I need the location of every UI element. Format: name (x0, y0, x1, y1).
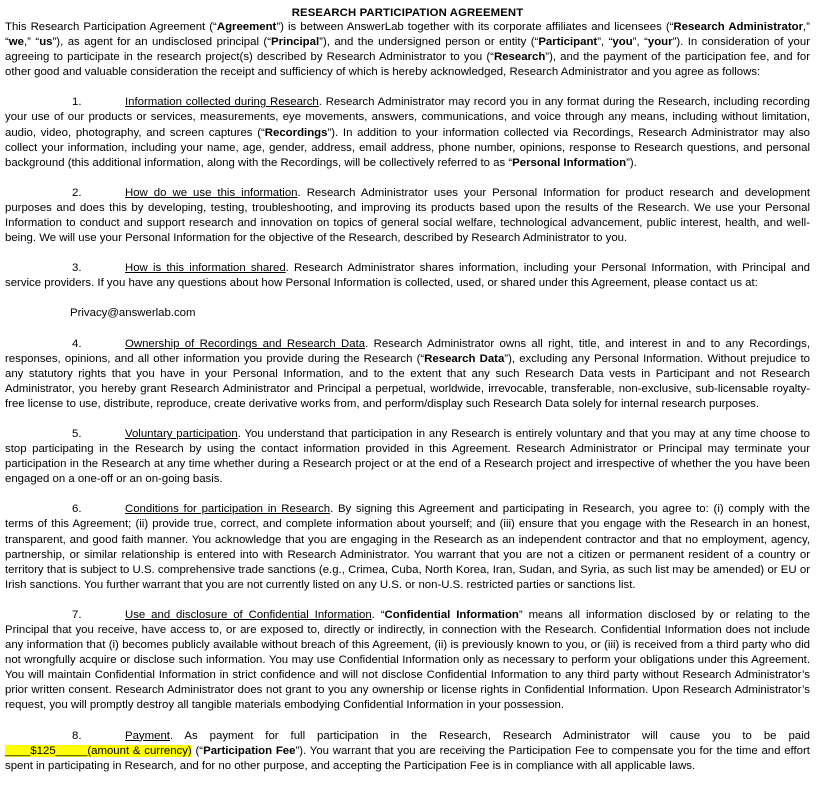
spacer (5, 487, 810, 502)
section-1-text-1: . Research Administrator may record you in any format during the Research, including recording your use of our products or services, measurements, eye movements, answers, communications, and voice through any means, including without limitation, audio, video, photography, and screen captures (“ (5, 96, 810, 139)
section-3-text-1: . Research Administrator shares information, including your Personal Information, with Principal and service providers. If you have any questions about how Personal Information is collected, used, or shared under this Agreement, please contact us at: (5, 262, 810, 290)
spacer (5, 291, 810, 306)
term-research: Research (493, 51, 546, 64)
section-6-heading: Conditions for participation in Research (125, 503, 331, 516)
contact-email[interactable]: Privacy@answerlab.com (70, 307, 196, 320)
intro-text-1: This Research Participation Agreement (“ (5, 21, 217, 33)
section-1-number: 1. (72, 96, 82, 109)
term-agreement: Agreement (216, 21, 277, 33)
intro-text-4: ,” “ (24, 36, 40, 49)
intro-paragraph (5, 20, 810, 80)
section-6-number: 6. (72, 503, 82, 516)
spacer (5, 171, 810, 186)
section-8-text-1: . As payment for full participation in the Research, Research Administrator will cause you to be paid (169, 729, 810, 742)
section-8-text-2: (“ (191, 744, 204, 757)
section-1-heading: Information collected during Research (125, 96, 319, 109)
term-principal: Principal (271, 36, 320, 49)
section-2 (5, 186, 810, 246)
section-3-number: 3. (72, 262, 82, 275)
section-4-text-1: . Research Administrator owns all right, title, and interest in and to any Recordings, responses, opinions, and all other information you provide during the Research (“ (5, 337, 810, 365)
section-5-heading: Voluntary participation (125, 427, 238, 440)
term-you: you (612, 36, 633, 49)
section-6 (5, 502, 810, 593)
section-2-text-1: . Research Administrator uses your Personal Information for product research and development purposes and does this by developing, testing, troubleshooting, and improving its products based upon the results of the Research. We use your Personal Information to conduct and support research and innovation on topics of general social welfare, technological advancement, public interest, health, and well-being. We will use your Personal Information for the objective of the Research, described by Research Administrator to you. (5, 186, 810, 245)
section-8-heading: Payment (125, 729, 170, 742)
intro-text-8: ”, “ (632, 36, 648, 49)
term-personal-information: Personal Information (512, 156, 627, 169)
term-recordings: Recordings (264, 126, 328, 139)
section-1-text-3: ”). (626, 156, 637, 169)
term-research-administrator: Research Administrator (673, 21, 804, 33)
intro-text-7: ”, “ (597, 36, 613, 49)
section-8-number: 8. (72, 729, 82, 742)
section-1-text-2: ”). In addition to your information collected via Recordings, Research Administrator may also collect your information, including your name, age, gender, address, email address, phone number, opinions, response to Research questions, and personal background (this additional information, along with the Recordings, will be collectively referred to as “ (5, 126, 810, 169)
section-5-number: 5. (72, 427, 82, 440)
section-2-heading: How do we use this information (125, 186, 298, 199)
section-1 (5, 95, 810, 170)
section-2-number: 2. (72, 186, 82, 199)
intro-text-9: ”). In consideration of your agreeing to participate in the research project(s) described by Research Administrator to you (“ (5, 36, 811, 64)
section-4-text-2: ”), excluding any Personal Information. Without prejudice to any statutory rights that you have in your Personal Information, and to the extent that any such Research Data vests in Participant and not Research Administrator, you hereby grant Research Administrator and Principal a perpetual, worldwide, irrevocable, transferable, non-exclusive, sub-licensable royalty-free license to use, distribute, reproduce, create derivative works from, and perform/display such Research Data solely for internal research purposes. (5, 352, 810, 410)
section-7-text-2: ” means all information disclosed by or relating to the Principal that you receive, have access to, or are exposed to, directly or indirectly, in connection with the Research. Confidential Information does not include any information that (i) becomes publicly available without breach of this Agreement, (ii) is previously known to you, or (iii) is received from a third party who did not wrongfully acquire or disclose such information. You may use Confidential Information only as necessary to perform your obligations under this Agreement. You will maintain Confidential Information in strict confidence and will not disclose Confidential Information to any third party without Research Administrator’s prior written consent. Research Administrator does not grant to you any ownership or license rights in Confidential Information. Upon Research Administrator’s request, you will promptly destroy all tangible materials embodying Confidential Information in your possession. (5, 608, 810, 712)
section-7-number: 7. (72, 608, 82, 621)
spacer (5, 412, 810, 427)
section-3-heading: How is this information shared (125, 262, 286, 275)
section-7 (5, 608, 810, 714)
spacer (5, 593, 810, 608)
term-us: us (39, 36, 53, 49)
section-8-text-3: ”). You warrant that you are receiving the Participation Fee to compensate you for the time and effort spent in participating in Research, and for no other purpose, and accepting the Participation Fee is in compliance with all applicable laws. (5, 744, 810, 772)
section-5-text-1: . You understand that participation in any Research is entirely voluntary and that you may at any time choose to stop participating in the Research by using the contact information provided in this Agreement. Research Administrator or Principal may terminate your participation in the Research at any time whether during a Research project or at the end of a Research project and irrespective of whether the you have been engaged on a one-off or an on-going basis. (5, 427, 811, 486)
section-5 (5, 427, 810, 487)
spacer (5, 714, 810, 729)
spacer (5, 246, 810, 261)
intro-text-2: ”) is between AnswerLab together with its corporate affiliates and licensees (“ (276, 21, 674, 33)
section-4-heading: Ownership of Recordings and Research Data (125, 337, 366, 350)
section-8 (5, 729, 810, 774)
intro-text-5: ”), as agent for an undisclosed principal (“ (52, 36, 272, 49)
section-7-heading: Use and disclosure of Confidential Information (125, 608, 372, 621)
payment-amount-field[interactable]: ____$125_____(amount & currency) (5, 744, 192, 757)
term-confidential-information: Confidential Information (384, 608, 519, 621)
section-4-number: 4. (72, 337, 82, 350)
term-we: we (8, 36, 24, 49)
term-participation-fee: Participation Fee (203, 744, 296, 757)
term-your: your (647, 36, 673, 49)
spacer (5, 322, 810, 337)
term-participant: Participant (538, 36, 598, 49)
intro-text-3: ,” “ (5, 21, 810, 49)
section-3 (5, 261, 810, 291)
intro-text-6: ”), and the undersigned person or entity (“ (319, 36, 539, 49)
intro-text-10: ”), and the payment of the participation fee, and for other good and valuable consideration the receipt and sufficiency of which is hereby acknowledged, Research Administrator and you agree as follows: (5, 51, 811, 79)
term-research-data: Research Data (424, 352, 505, 365)
section-6-text-1: . By signing this Agreement and participating in Research, you agree to: (i) comply with the terms of this Agreement; (ii) provide true, correct, and complete information about yourself; and (iii) ensure that you engage with the Research in an honest, transparent, and good faith manner. You acknowledge that you are engaging in the Research as an independent contractor and that no employment, agency, partnership, or similar relationship is entered into with Research Administrator. You warrant that you are not a citizen or permanent resident of a country or territory that is subject to U.S. comprehensive trade sanctions (e.g., Crimea, Cuba, North Korea, Iran, Sudan, and Syria, as such list may be amended) or EU or Irish sanctions. You further warrant that you are not currently listed on any U.S. or non-U.S. restricted parties or sanctions list. (5, 503, 810, 591)
page-title: RESEARCH PARTICIPATION AGREEMENT (291, 7, 524, 19)
spacer (5, 80, 810, 95)
section-7-text-1: . “ (371, 608, 385, 621)
section-4 (5, 337, 810, 412)
